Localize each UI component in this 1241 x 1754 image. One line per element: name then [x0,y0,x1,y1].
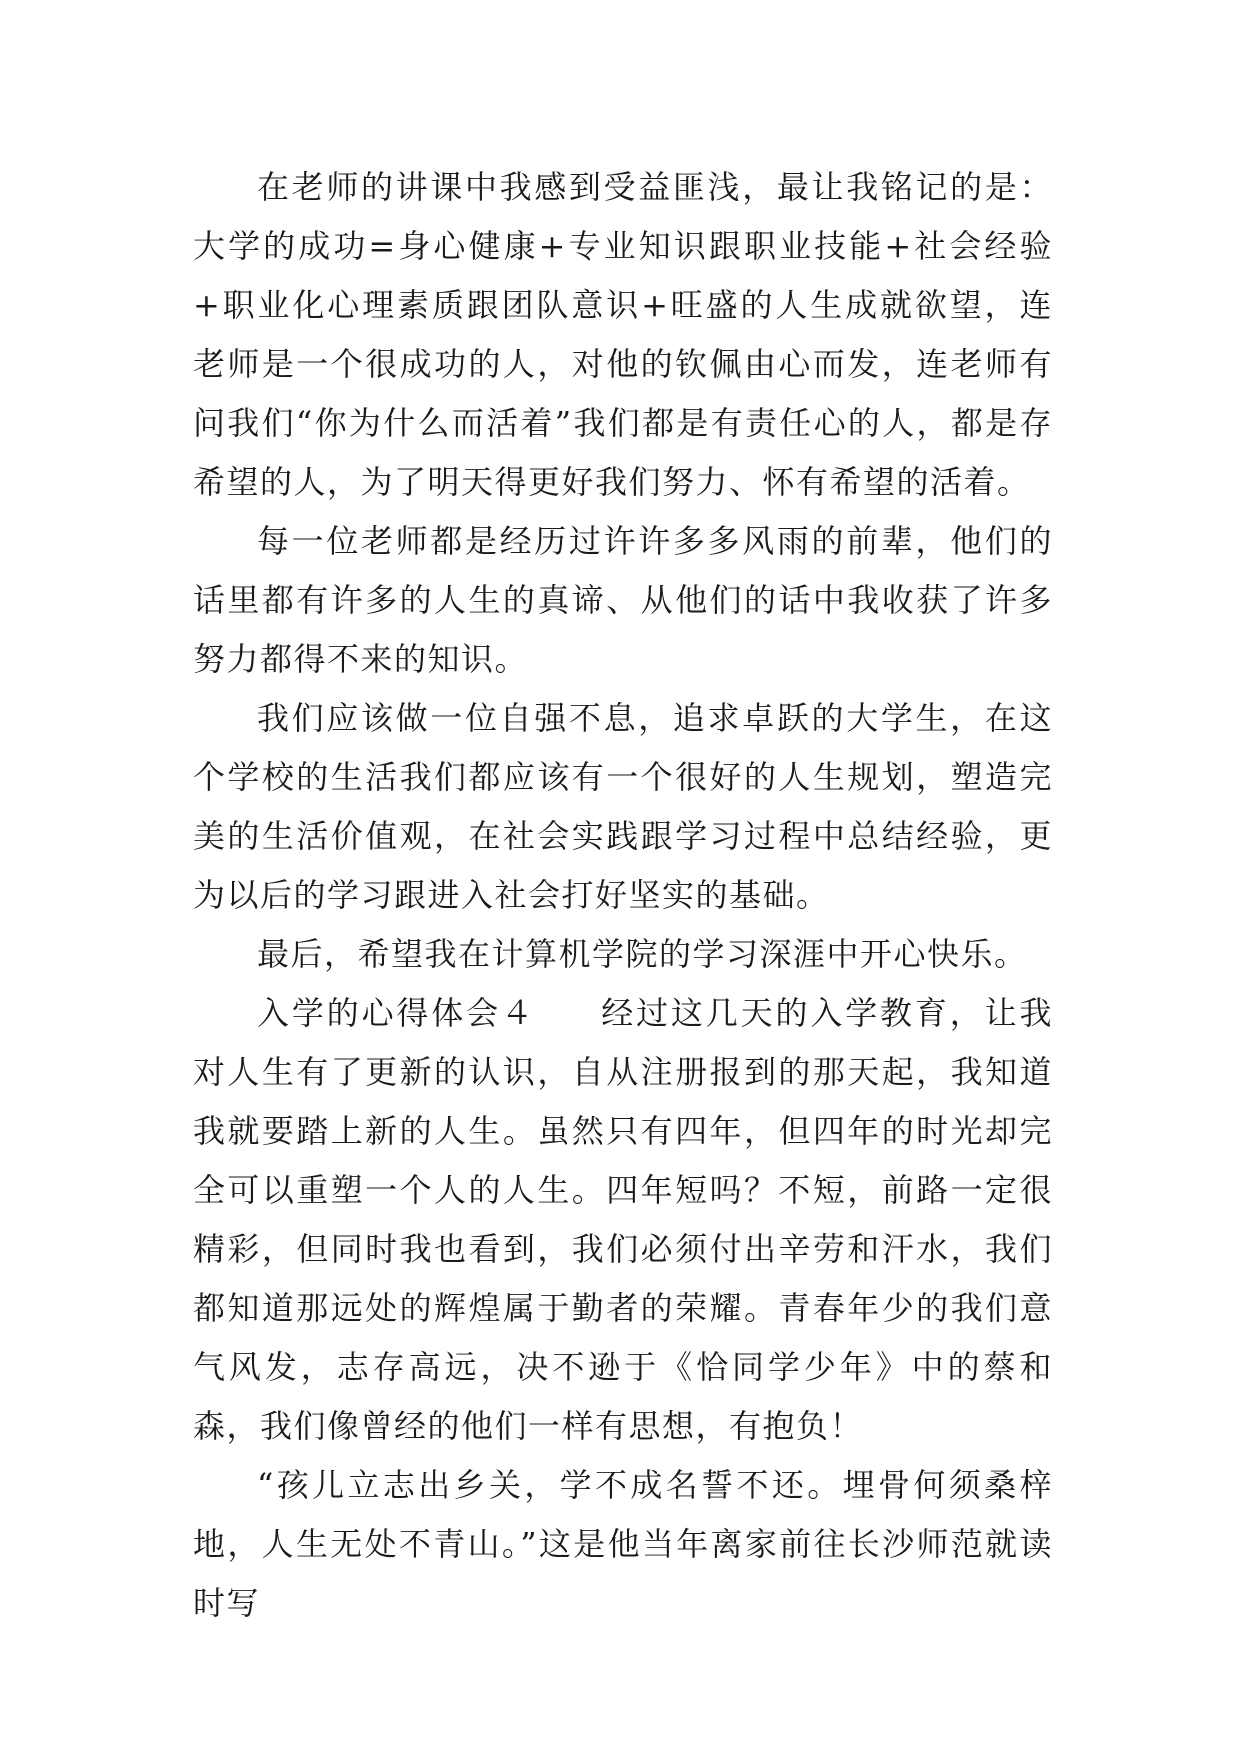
paragraph-2 [193,512,1053,689]
paragraph-5-text: 经过这几天的入学教育，让我对人生有了更新的认识，自从注册报到的那天起，我知道我就要踏上新的人生。虽然只有四年，但四年的时光却完全可以重塑一个人的人生。四年短吗？不短，前路一定很精彩，但同时我也看到，我们必须付出辛劳和汗水，我们都知道那远处的辉煌属于勤者的荣耀。青春年少的我们意气风发，志存高远，决不逊于《恰同学少年》中的蔡和森，我们像曾经的他们一样有思想，有抱负！ [193,994,1053,1445]
paragraph-3 [193,689,1053,925]
paragraph-3-text: 我们应该做一位自强不息，追求卓跃的大学生，在这个学校的生活我们都应该有一个很好的人生规划，塑造完美的生活价值观，在社会实践跟学习过程中总结经验，更为以后的学习跟进入社会打好坚实的基础。 [193,699,1053,914]
paragraph-1-text: 在老师的讲课中我感到受益匪浅，最让我铭记的是：大学的成功=身心健康+专业知识跟职业技能+社会经验+职业化心理素质跟团队意识+旺盛的人生成就欲望，连老师是一个很成功的人，对他的钦佩由心而发，连老师有问我们“你为什么而活着”我们都是有责任心的人，都是存希望的人，为了明天得更好我们努力、怀有希望的活着。 [193,168,1053,501]
paragraph-5 [193,984,1053,1456]
paragraph-1 [193,158,1053,512]
paragraph-2-text: 每一位老师都是经历过许许多多风雨的前辈，他们的话里都有许多的人生的真谛、从他们的话中我收获了许多努力都得不来的知识。 [193,522,1053,678]
document-body [193,158,1053,1633]
paragraph-4-text: 最后，希望我在计算机学院的学习深涯中开心快乐。 [257,935,1028,973]
section-heading: 入学的心得体会４ [257,994,536,1032]
paragraph-6-text: “孩儿立志出乡关，学不成名誓不还。埋骨何须桑梓地，人生无处不青山。”这是他当年离家前往长沙师范就读时写 [193,1466,1053,1622]
paragraph-4 [193,925,1053,984]
paragraph-6 [193,1456,1053,1633]
